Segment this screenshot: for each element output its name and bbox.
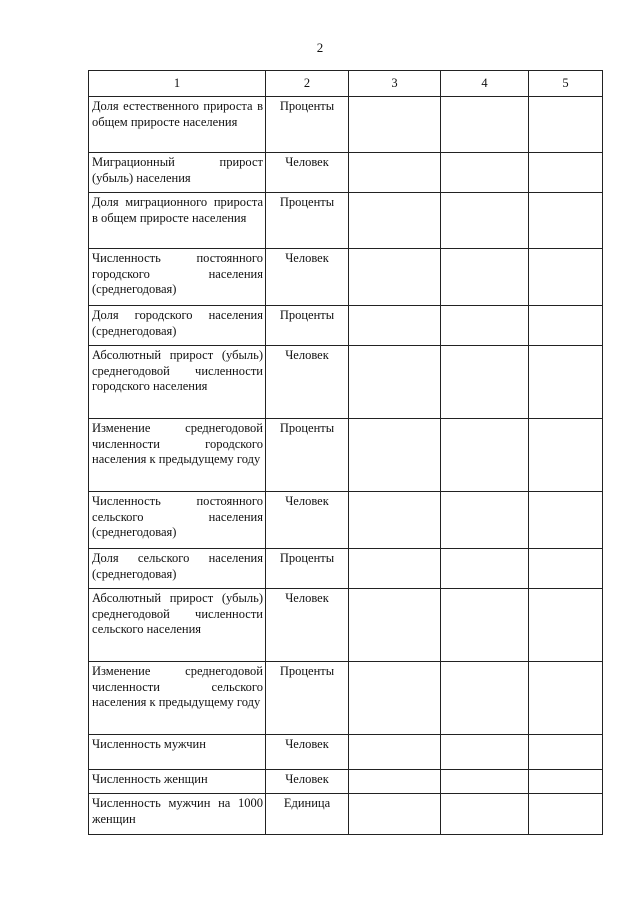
indicator-name: Численность постоянного городского населения (среднегодовая): [89, 249, 266, 306]
table-row: [89, 794, 603, 835]
value-cell-col-5: [529, 794, 603, 835]
indicator-unit: Человек: [266, 770, 349, 794]
value-cell-col-4: [441, 306, 529, 346]
table-row: [89, 153, 603, 193]
value-cell-col-4: [441, 492, 529, 549]
indicator-unit: Человек: [266, 589, 349, 662]
indicator-name: Изменение среднегодовой численности городского населения к предыдущему году: [89, 419, 266, 492]
value-cell-col-3: [349, 97, 441, 153]
indicator-name: Абсолютный прирост (убыль) среднегодовой численности городского населения: [89, 346, 266, 419]
header-col-4: 4: [441, 71, 529, 97]
table-row: [89, 193, 603, 249]
indicator-name: Численность женщин: [89, 770, 266, 794]
value-cell-col-3: [349, 153, 441, 193]
value-cell-col-3: [349, 770, 441, 794]
indicator-unit: Человек: [266, 492, 349, 549]
indicator-unit: Проценты: [266, 549, 349, 589]
table-row: [89, 770, 603, 794]
indicator-unit: Человек: [266, 249, 349, 306]
indicator-unit: Единица: [266, 794, 349, 835]
indicator-unit: Проценты: [266, 193, 349, 249]
value-cell-col-3: [349, 735, 441, 770]
value-cell-col-3: [349, 589, 441, 662]
indicator-unit: Человек: [266, 735, 349, 770]
indicator-name: Численность мужчин на 1000 женщин: [89, 794, 266, 835]
page-number: 2: [316, 40, 324, 55]
value-cell-col-4: [441, 735, 529, 770]
table-row: [89, 549, 603, 589]
value-cell-col-4: [441, 589, 529, 662]
indicator-name: Доля миграционного прироста в общем приросте населения: [89, 193, 266, 249]
value-cell-col-5: [529, 153, 603, 193]
header-col-3: 3: [349, 71, 441, 97]
value-cell-col-5: [529, 306, 603, 346]
table-row: [89, 492, 603, 549]
indicator-unit: Проценты: [266, 97, 349, 153]
indicator-unit: Проценты: [266, 419, 349, 492]
indicator-name: Численность мужчин: [89, 735, 266, 770]
header-row: [89, 71, 603, 97]
indicator-name: Численность постоянного сельского населения (среднегодовая): [89, 492, 266, 549]
table-row: [89, 249, 603, 306]
value-cell-col-4: [441, 153, 529, 193]
value-cell-col-4: [441, 770, 529, 794]
value-cell-col-3: [349, 419, 441, 492]
value-cell-col-3: [349, 492, 441, 549]
value-cell-col-5: [529, 193, 603, 249]
indicator-name: Миграционный прирост (убыль) населения: [89, 153, 266, 193]
value-cell-col-5: [529, 249, 603, 306]
value-cell-col-5: [529, 662, 603, 735]
table-row: [89, 346, 603, 419]
indicator-unit: Проценты: [266, 306, 349, 346]
table-row: [89, 97, 603, 153]
table-row: [89, 662, 603, 735]
value-cell-col-3: [349, 662, 441, 735]
indicator-name: Доля естественного прироста в общем приросте населения: [89, 97, 266, 153]
indicator-unit: Проценты: [266, 662, 349, 735]
value-cell-col-3: [349, 794, 441, 835]
indicator-unit: Человек: [266, 153, 349, 193]
indicators-table: [88, 70, 603, 835]
value-cell-col-5: [529, 735, 603, 770]
value-cell-col-3: [349, 193, 441, 249]
indicator-name: Изменение среднегодовой численности сельского населения к предыдущему году: [89, 662, 266, 735]
value-cell-col-3: [349, 249, 441, 306]
value-cell-col-5: [529, 419, 603, 492]
table-row: [89, 589, 603, 662]
table-row: [89, 419, 603, 492]
indicator-name: Доля городского населения (среднегодовая): [89, 306, 266, 346]
value-cell-col-3: [349, 549, 441, 589]
value-cell-col-5: [529, 589, 603, 662]
header-col-2: 2: [266, 71, 349, 97]
value-cell-col-5: [529, 770, 603, 794]
header-col-5: 5: [529, 71, 603, 97]
indicator-name: Абсолютный прирост (убыль) среднегодовой численности сельского населения: [89, 589, 266, 662]
value-cell-col-4: [441, 662, 529, 735]
indicators-table-wrapper: [88, 70, 602, 835]
table-row: [89, 306, 603, 346]
value-cell-col-4: [441, 419, 529, 492]
indicator-name: Доля сельского населения (среднегодовая): [89, 549, 266, 589]
value-cell-col-4: [441, 249, 529, 306]
value-cell-col-4: [441, 193, 529, 249]
value-cell-col-5: [529, 346, 603, 419]
header-col-1: 1: [89, 71, 266, 97]
value-cell-col-3: [349, 346, 441, 419]
value-cell-col-5: [529, 97, 603, 153]
value-cell-col-3: [349, 306, 441, 346]
value-cell-col-4: [441, 97, 529, 153]
value-cell-col-4: [441, 794, 529, 835]
value-cell-col-5: [529, 492, 603, 549]
value-cell-col-4: [441, 549, 529, 589]
indicator-unit: Человек: [266, 346, 349, 419]
table-row: [89, 735, 603, 770]
value-cell-col-4: [441, 346, 529, 419]
value-cell-col-5: [529, 549, 603, 589]
